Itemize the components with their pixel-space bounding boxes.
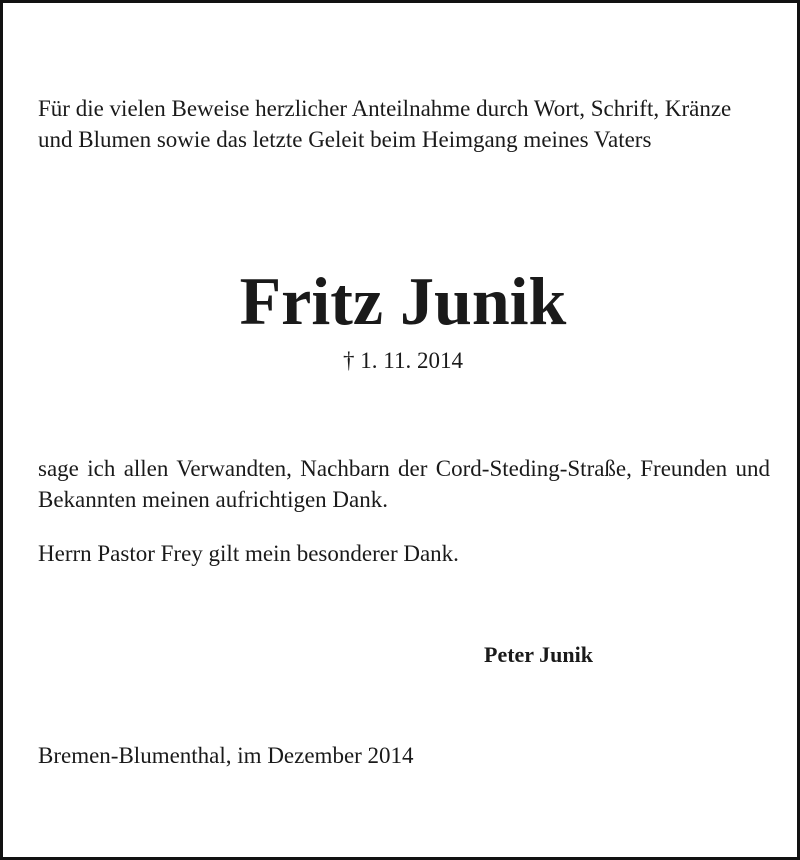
deceased-name: Fritz Junik xyxy=(239,263,567,339)
death-date: † 1. 11. 2014 xyxy=(343,348,463,373)
pastor-thanks-text: Herrn Pastor Frey gilt mein besonderer Dank. xyxy=(38,541,459,566)
thanks-text: sage ich allen Verwandten, Nachbarn der Cord-Steding-Straße, Freunden und Bekannten meinen aufrichtigen Dank. xyxy=(38,456,770,512)
signer-name: Peter Junik xyxy=(484,642,593,667)
intro-text: Für die vielen Beweise herzlicher Anteilnahme durch Wort, Schrift, Kränze und Blumen sowie das letzte Geleit beim Heimgang meines Vaters xyxy=(38,96,732,152)
place-date: Bremen-Blumenthal, im Dezember 2014 xyxy=(38,743,414,768)
